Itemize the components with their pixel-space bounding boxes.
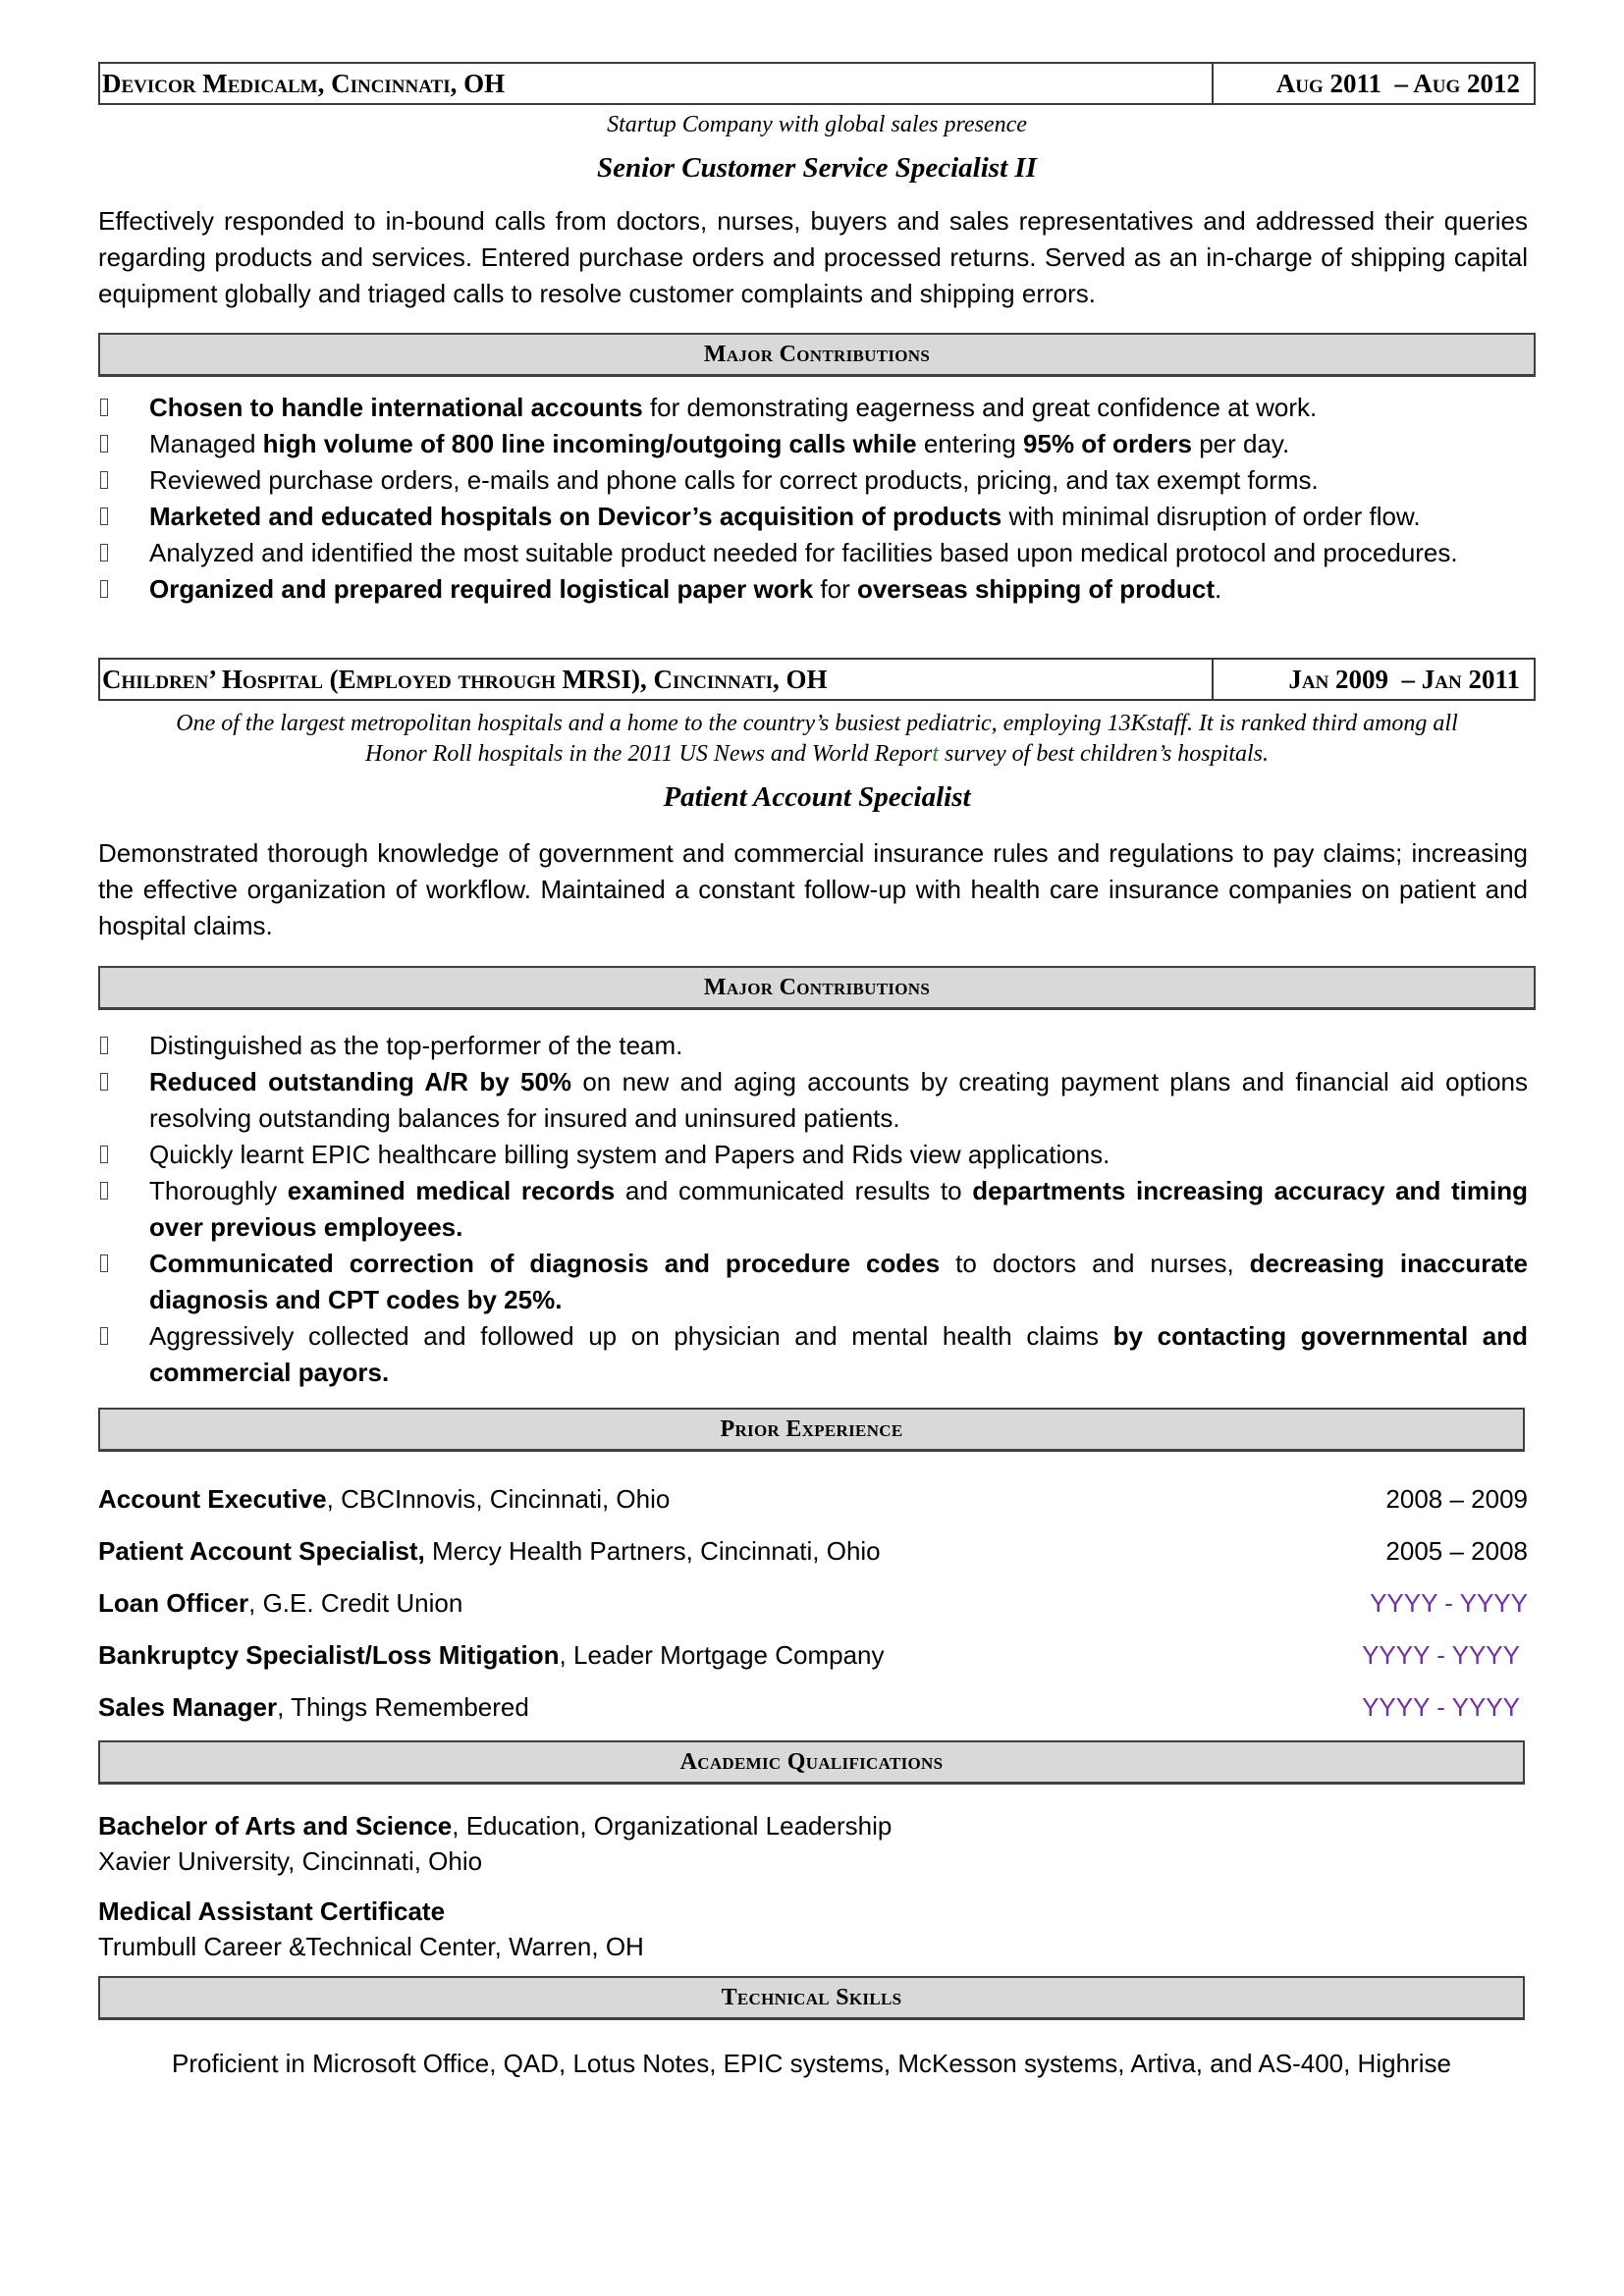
list-item: Reduced outstanding A/R by 50% on new and aging accounts by creating payment plans and financial aid options resolving outstanding balances for insured and uninsured patients. [98, 1064, 1528, 1137]
bullet-icon [100, 1146, 108, 1163]
bullet-icon [100, 471, 108, 489]
job1-dates: Aug 2011 – Aug 2012 [1275, 68, 1520, 98]
job1-summary: Effectively responded to in-bound calls from doctors, nurses, buyers and sales representatives and addressed their queries regarding products and services. Entered purchase orders and processed returns. Served as an in-charge of shipping capital equipment globally and triaged calls to resolve customer complaints and shipping errors. [98, 206, 1528, 308]
prior-item-dates: 2008 – 2009 [1385, 1484, 1528, 1514]
prior-item-dates: YYYY - YYYY [1362, 1692, 1520, 1722]
job1-bullet-list [98, 390, 1528, 608]
bullet-icon [100, 1327, 108, 1345]
job2-company-desc: One of the largest metropolitan hospitals and a home to the country’s busiest pediatric, employing 13Kstaff. It is ranked third among all Honor Roll hospitals in the 2011 US News and World Report survey of best children’s hospitals. [176, 711, 1458, 767]
job2-title: Patient Account Specialist [663, 781, 971, 813]
job1-title: Senior Customer Service Specialist II [597, 152, 1037, 184]
prior-item: Sales Manager, Things Remembered YYYY - YYYY [98, 1692, 1520, 1722]
list-item: Marketed and educated hospitals on Devicor’s acquisition of products with minimal disruption of order flow. [98, 499, 1528, 535]
bullet-icon [100, 580, 108, 598]
bullet-icon [100, 399, 108, 416]
prior-item-dates: YYYY - YYYY [1370, 1588, 1528, 1618]
list-item: Organized and prepared required logistical paper work for overseas shipping of product. [98, 571, 1528, 608]
academic-heading: Academic Qualifications [98, 1740, 1525, 1785]
list-item: Aggressively collected and followed up on physician and mental health claims by contacting governmental and commercial payors. [98, 1318, 1528, 1391]
bullet-icon [100, 1182, 108, 1200]
job2-header [98, 658, 1536, 701]
list-item: Managed high volume of 800 line incoming/outgoing calls while entering 95% of orders per day. [98, 426, 1528, 462]
bullet-icon [100, 435, 108, 453]
job2-company: Children’ Hospital (Employed through MRSI), Cincinnati, OH [100, 660, 1214, 699]
list-item: Communicated correction of diagnosis and procedure codes to doctors and nurses, decreasing inaccurate diagnosis and CPT codes by 25%. [98, 1246, 1528, 1318]
prior-item-dates: YYYY - YYYY [1362, 1640, 1520, 1670]
list-item: Quickly learnt EPIC healthcare billing system and Papers and Rids view applications. [98, 1137, 1528, 1173]
prior-item: Loan Officer, G.E. Credit Union YYYY - YYYY [98, 1588, 1528, 1618]
job1-contributions-heading: Major Contributions [98, 333, 1536, 377]
academic-item: Bachelor of Arts and Science, Education, Organizational Leadership Xavier University, Cincinnati, Ohio [98, 1811, 893, 1876]
prior-item: Bankruptcy Specialist/Loss Mitigation, Leader Mortgage Company YYYY - YYYY [98, 1640, 1520, 1670]
technical-skills-text: Proficient in Microsoft Office, QAD, Lotus Notes, EPIC systems, McKesson systems, Artiva, and AS-400, Highrise [172, 2049, 1451, 2078]
academic-item: Medical Assistant Certificate Trumbull Career &Technical Center, Warren, OH [98, 1896, 644, 1961]
technical-skills-heading: Technical Skills [98, 1976, 1525, 2020]
bullet-icon [100, 1073, 108, 1091]
bullet-icon [100, 1255, 108, 1272]
job1-header [98, 62, 1536, 105]
bullet-icon [100, 507, 108, 525]
job2-dates: Jan 2009 – Jan 2011 [1288, 664, 1520, 694]
list-item: Distinguished as the top-performer of the team. [98, 1028, 1528, 1064]
bullet-icon [100, 1037, 108, 1054]
prior-item: Account Executive, CBCInnovis, Cincinnati, Ohio 2008 – 2009 [98, 1484, 1528, 1514]
bullet-icon [100, 544, 108, 561]
prior-experience-heading: Prior Experience [98, 1408, 1525, 1452]
list-item: Reviewed purchase orders, e-mails and phone calls for correct products, pricing, and tax exempt forms. [98, 462, 1528, 499]
prior-item-dates: 2005 – 2008 [1385, 1536, 1528, 1566]
job1-company-desc: Startup Company with global sales presence [607, 112, 1027, 137]
list-item: Chosen to handle international accounts for demonstrating eagerness and great confidence at work. [98, 390, 1528, 426]
prior-item: Patient Account Specialist, Mercy Health Partners, Cincinnati, Ohio 2005 – 2008 [98, 1536, 1528, 1566]
job2-summary: Demonstrated thorough knowledge of government and commercial insurance rules and regulations to pay claims; increasing the effective organization of workflow. Maintained a constant follow-up with health care insurance companies on patient and hospital claims. [98, 838, 1528, 940]
job1-company: Devicor Medicalm, Cincinnati, OH [100, 64, 1214, 103]
job2-bullet-list [98, 1028, 1528, 1391]
job2-contributions-heading: Major Contributions [98, 966, 1536, 1010]
list-item: Analyzed and identified the most suitable product needed for facilities based upon medical protocol and procedures. [98, 535, 1528, 571]
list-item: Thoroughly examined medical records and communicated results to departments increasing accuracy and timing over previous employees. [98, 1173, 1528, 1246]
